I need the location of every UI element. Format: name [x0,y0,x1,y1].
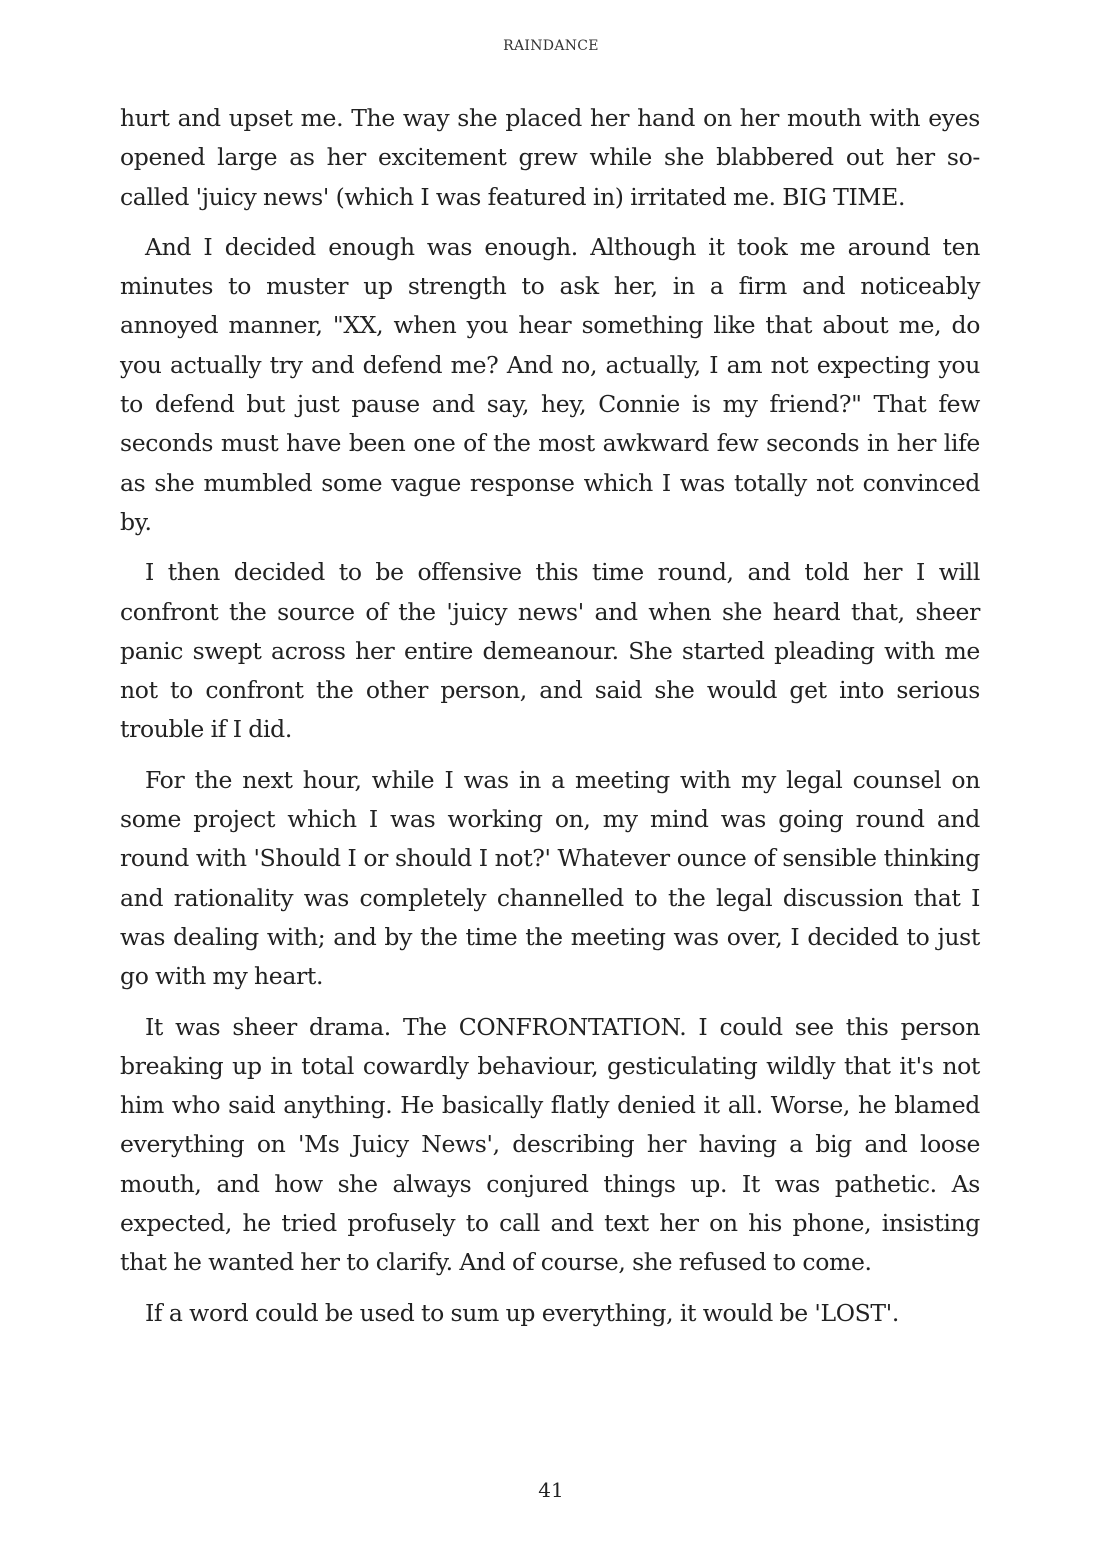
paragraph: And I decided enough was enough. Although it took me around ten minutes to muster up strength to ask her, in a firm and noticeably annoyed manner, "XX, when you hear something like that about me, do you actually try and defend me? And no, actually, I am not expecting you to defend but just pause and say, hey, Connie is my friend?" That few seconds must have been one of the most awkward few seconds in her life as she mumbled some vague response which I was totally not convinced by. [120,232,980,536]
paragraph: For the next hour, while I was in a meeting with my legal counsel on some project which I was working on, my mind was going round and round with 'Should I or should I not?' Whatever ounce of sensible thinking and rationality was completely channelled to the legal discussion that I was dealing with; and by the time the meeting was over, I decided to just go with my heart. [120,765,980,991]
paragraph: It was sheer drama. The CONFRONTATION. I could see this person breaking up in total cowardly behaviour, gesticulating wildly that it's not him who said anything. He basically flatly denied it all. Worse, he blamed everything on 'Ms Juicy News', describing her having a big and loose mouth, and how she always conjured things up. It was pathetic. As expected, he tried profusely to call and text her on his phone, insisting that he wanted her to clarify. And of course, she refused to come. [120,1012,980,1277]
paragraph: I then decided to be offensive this time round, and told her I will confront the source of the 'juicy news' and when she heard that, sheer panic swept across her entire demeanour. She started pleading with me not to confront the other person, and said she would get into serious trouble if I did. [120,558,980,744]
paragraph: hurt and upset me. The way she placed her hand on her mouth with eyes opened large as her excitement grew while she blabbered out her so-called 'juicy news' (which I was featured in) irritated me. BIG TIME. [120,104,980,211]
paragraph: If a word could be used to sum up everything, it would be 'LOST'. [145,1298,899,1327]
body-text [120,99,980,1344]
running-header: RAINDANCE [503,38,599,54]
page-number: 41 [538,1478,564,1502]
